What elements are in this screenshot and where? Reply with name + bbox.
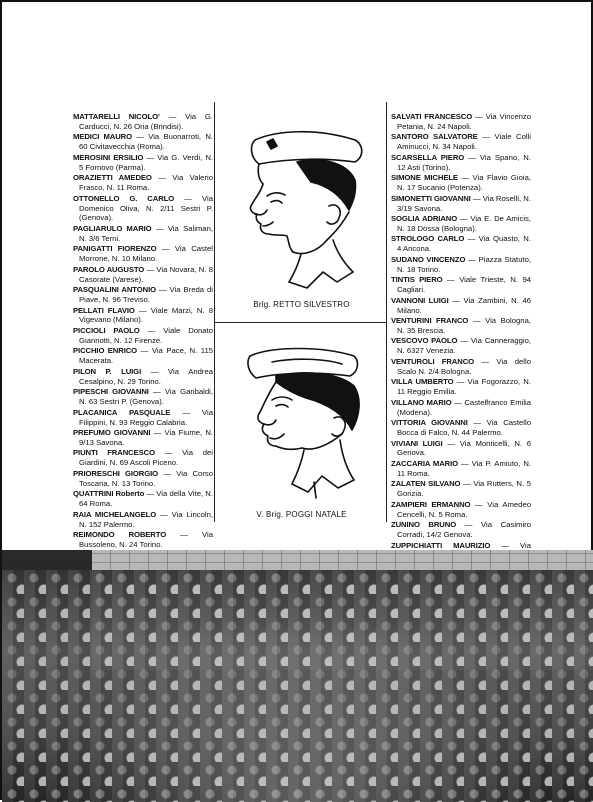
roster-entry: [391, 173, 531, 193]
roster-address: — Via Filippini, N. 93 Reggio Calabria.: [79, 407, 214, 427]
roster-name: ZAMPIERI ERMANNO: [391, 499, 471, 509]
roster-address: — Via Saliman, N. 3/6 Terni.: [79, 223, 213, 243]
roster-address: — Via G. Verdi, N. 5 Fornovo (Parma).: [79, 152, 214, 172]
roster-address: — Via Lincoln, N. 152 Palermo.: [79, 509, 213, 529]
roster-address: — Via Andrea Cesalpino, N. 29 Torino.: [79, 366, 213, 386]
roster-name: VENTURINI FRANCO: [391, 316, 469, 326]
roster-name: PLACANICA PASQUALE: [73, 407, 171, 417]
roster-address: — Via Zambini, N. 46 Milano.: [397, 295, 531, 315]
roster-entry: [73, 469, 213, 489]
roster-name: MATTARELLI NICOLO': [73, 112, 160, 121]
roster-name: REIMONDO ROBERTO: [73, 530, 167, 540]
roster-name: PAROLO AUGUSTO: [73, 264, 145, 274]
roster-entry: [73, 408, 213, 428]
roster-name: PILON P. LUIGI: [73, 366, 142, 376]
roster-address: — Piazza Statuto, N. 18 Torino.: [397, 254, 532, 274]
roster-address: — Via Corso Toscana, N. 13 Torino.: [79, 468, 213, 488]
roster-entry: [73, 367, 213, 387]
roster-entry: [73, 153, 213, 173]
roster-address: — Viale Trieste, N. 94 Cagliari.: [397, 275, 532, 295]
roster-name: ZALATEN SILVANO: [391, 479, 461, 489]
roster-address: — Via Amedeo Cencelli, N. 5 Roma.: [397, 499, 532, 519]
roster-address: — Via Quasto, N. 4 Ancona.: [397, 234, 531, 254]
roster-address: — Viale Marzi, N. 8 Vigevano (Milano).: [79, 305, 214, 325]
caption-top-portrait: Brig. RETTO SILVESTRO: [253, 300, 350, 309]
roster-address: — Via Fiume, N. 9/13 Savona.: [79, 428, 214, 447]
roster-name: STROLOGO CARLO: [391, 234, 465, 244]
roster-entry: [73, 132, 213, 152]
roster-address: — Via della Vite, N. 64 Roma.: [79, 489, 213, 509]
roster-entry: [73, 173, 213, 193]
roster-address: — Viale Donato Giannotti, N. 12 Firenze.: [79, 325, 213, 345]
roster-address: — Via dei Giardini, N. 69 Ascoli Piceno.: [79, 448, 213, 468]
roster-address: — Via Domenico Oliva, N. 2/11 Sestri P. (Genova).: [79, 193, 213, 223]
roster-entry: [73, 112, 213, 132]
group-photograph: [2, 550, 593, 802]
roster-name: PIPESCHI GIOVANNI: [73, 387, 149, 397]
roster-name: PRIORESCHI GIORGIO: [73, 468, 159, 478]
roster-address: — Via Monticelli, N. 6 Genova.: [397, 438, 532, 458]
roster-name: SANTORO SALVATORE: [391, 132, 478, 142]
roster-entry: [391, 357, 531, 377]
roster-name: SOGLIA ADRIANO: [391, 214, 458, 224]
roster-column-left: [73, 112, 213, 571]
roster-entry: [391, 398, 531, 418]
roster-address: — Via Valerio Frasco, N. 11 Roma.: [79, 173, 213, 193]
roster-entry: [73, 428, 213, 448]
roster-entry: [73, 346, 213, 366]
roster-address: — Via Canneraggio, N. 6327 Venezia.: [397, 336, 531, 356]
roster-name: SUDANO VINCENZO: [391, 254, 466, 264]
roster-entry: [73, 244, 213, 264]
roster-entry: [391, 214, 531, 234]
roster-address: — Via Breda di Piave, N. 96 Treviso.: [79, 285, 213, 305]
roster-entry: [73, 448, 213, 468]
roster-name: VILLANO MARIO: [391, 397, 452, 407]
roster-entry: [391, 479, 531, 499]
roster-entry: [391, 439, 531, 459]
roster-name: MEROSINI ERSILIO: [73, 152, 144, 162]
roster-name: PAGLIARULO MARIO: [73, 223, 152, 233]
roster-name: VITTORIA GIOVANNI: [391, 418, 468, 428]
divider-right: [386, 102, 387, 522]
roster-entry: [391, 112, 531, 132]
roster-name: SIMONE MICHELE: [391, 173, 458, 183]
roster-entry: [391, 500, 531, 520]
roster-entry: [391, 132, 531, 152]
roster-entry: [391, 296, 531, 316]
roster-address: — Via E. De Amicis, N. 18 Dossa (Bologna).: [397, 214, 532, 233]
roster-entry: [73, 265, 213, 285]
caption-bottom-portrait: V. Brig. POGGI NATALE: [256, 510, 347, 519]
caricature-poggi-natale: [242, 342, 372, 502]
soldiers-group: [2, 570, 593, 802]
roster-entry: [73, 326, 213, 346]
roster-entry: [391, 234, 531, 254]
roster-address: — Via Castel Morrone, N. 10 Milano.: [79, 244, 213, 264]
roster-entry: [391, 377, 531, 397]
roster-address: — Via Bologna, N. 35 Brescia.: [397, 316, 531, 335]
roster-entry: [391, 418, 531, 438]
roster-name: PICCIOLI PAOLO: [73, 325, 140, 335]
roster-entry: [391, 153, 531, 173]
roster-name: VANNONI LUIGI: [391, 295, 449, 305]
roster-entry: [73, 224, 213, 244]
roster-entry: [391, 316, 531, 336]
roster-entry: [73, 194, 213, 224]
roster-name: PICCHIO ENRICO: [73, 346, 138, 356]
roster-address: — Via Roselli, N. 3/19 Savona.: [397, 193, 531, 213]
roster-address: — Via Rutters, N. 5 Gorizia.: [397, 479, 531, 499]
roster-name: PREFUMO GIOVANNI: [73, 428, 151, 437]
roster-name: OTTONELLO G. CARLO: [73, 193, 175, 203]
roster-address: — Via Pace, N. 115 Macerata.: [79, 346, 214, 366]
roster-entry: [391, 336, 531, 356]
roster-name: RAIA MICHELANGELO: [73, 509, 157, 519]
roster-name: QUATTRINI Roberto: [73, 489, 145, 499]
roster-address: — Via: [501, 540, 531, 550]
roster-name: MEDICI MAURO: [73, 132, 133, 142]
roster-address: — Via G. Carducci, N. 26 Oria (Brindisi).: [79, 112, 213, 131]
divider-middle: [214, 322, 387, 323]
roster-name: VILLA UMBERTO: [391, 377, 454, 387]
roster-entry: [391, 520, 531, 540]
roster-entry: [73, 510, 213, 530]
roster-address: — Via Vincenzo Petania, N. 24 Napoli.: [397, 112, 532, 131]
roster-name: ZUPPICHIATTI MAURIZIO: [391, 540, 491, 550]
roster-name: PASQUALINI ANTONIO: [73, 285, 157, 295]
roster-address: — Via Castello Bocca di Falco, N. 44 Palermo.: [397, 418, 531, 437]
roster-address: — Viale Colli Aminucci, N. 34 Napoli.: [397, 132, 531, 152]
roster-name: VENTUROLI FRANCO: [391, 356, 475, 366]
roster-name: SCARSELLA PIERO: [391, 152, 465, 162]
roster-address: — Castelfranco Emilia (Modena).: [397, 397, 532, 417]
roster-address: — Via Bussoleno, N. 24 Torino.: [79, 530, 214, 549]
roster-name: PANIGATTI FIORENZO: [73, 244, 157, 254]
divider-left: [214, 102, 215, 522]
roster-entry: [73, 285, 213, 305]
roster-name: PELLATI FLAVIO: [73, 305, 135, 315]
roster-name: PIUNTI FRANCESCO: [73, 448, 155, 458]
roster-entry: [73, 530, 213, 550]
roster-address: — Via Flavio Gioia, N. 17 Sucanio (Potenza).: [397, 173, 532, 193]
roster-address: — Via Fogorazzo, N. 11 Reggio Emilia.: [397, 377, 531, 397]
roster-entry: [391, 459, 531, 479]
roster-name: VESCOVO PAOLO: [391, 336, 458, 346]
roster-entry: [391, 275, 531, 295]
roster-address: — Via Garibaldi, N. 63 Sestri P. (Genova).: [79, 387, 213, 407]
roster-address: — Via Buonarroti, N. 60 Civitavecchia (Roma).: [79, 132, 214, 152]
roster-address: — Via Novara, N. 8 Casorate (Varese).: [79, 264, 213, 284]
roster-entry: [73, 387, 213, 407]
roster-entry: [73, 489, 213, 509]
roster-entry: [391, 255, 531, 275]
roster-address: — Via Casimiro Corradi, 14/2 Genova.: [397, 520, 531, 540]
roster-address: — Via P. Amiuto, N. 11 Roma.: [397, 458, 532, 478]
roster-address: — Via dello Scalo N. 2/4 Bologna.: [397, 356, 531, 376]
roster-name: TINTIS PIERO: [391, 275, 443, 285]
roster-entry: [391, 194, 531, 214]
roster-entry: [73, 306, 213, 326]
roster-name: ORAZIETTI AMEDEO: [73, 173, 152, 183]
roster-name: ZACCARIA MARIO: [391, 458, 459, 468]
roster-name: ZUNINO BRUNO: [391, 520, 457, 530]
roster-name: SALVATI FRANCESCO: [391, 112, 473, 121]
roster-address: — Via Spano, N. 12 Asti (Torino).: [397, 152, 531, 172]
caricature-retto-silvestro: [237, 122, 377, 297]
roster-column-right: [391, 112, 531, 561]
roster-name: SIMONETTI GIOVANNI: [391, 193, 471, 203]
roster-name: VIVIANI LUIGI: [391, 438, 443, 448]
